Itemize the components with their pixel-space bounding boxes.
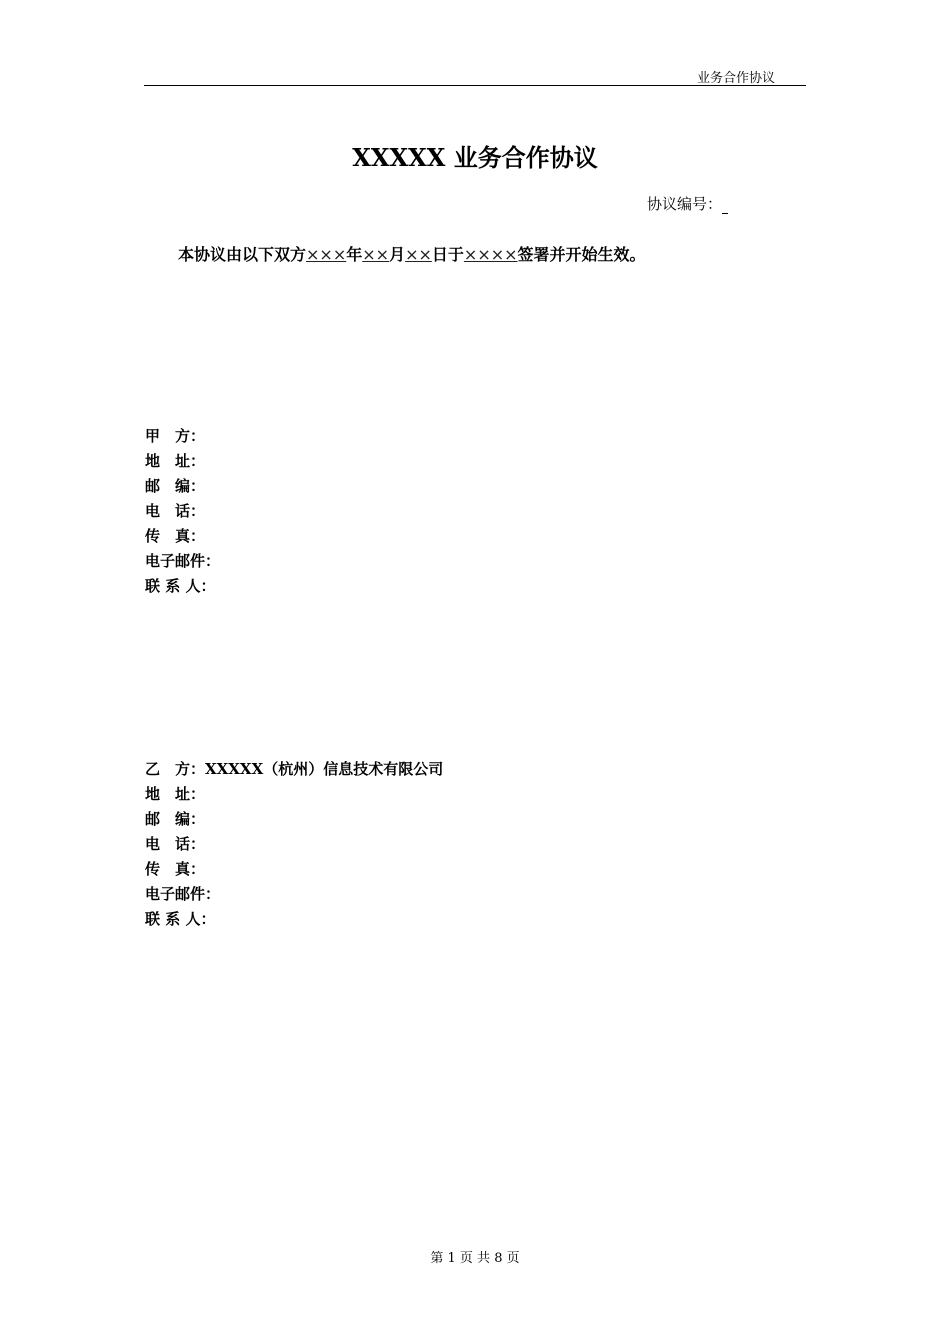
party-a-email-row (145, 549, 220, 574)
party-a-fax-label: 传 真： (145, 527, 206, 545)
party-b-contact-label: 联 系 人： (145, 910, 216, 928)
agreement-number (647, 193, 728, 214)
party-b-email-label: 电子邮件： (145, 885, 221, 903)
party-a-phone-label: 电 话： (145, 502, 206, 520)
party-b-email-row (145, 882, 443, 907)
day-placeholder: ×× (405, 245, 432, 264)
party-b-phone-label: 电 话： (145, 835, 206, 853)
party-a-postcode-row (145, 474, 220, 499)
month-placeholder: ×× (362, 245, 390, 264)
running-header: 业务合作协议 (697, 71, 776, 86)
party-b-phone-row (145, 832, 443, 857)
intro-prefix: 本协议由以下双方 (178, 245, 307, 264)
party-a-phone-row (145, 499, 220, 524)
party-b-postcode-row (145, 807, 443, 832)
party-a-address-row (145, 449, 220, 474)
header-rule (144, 85, 806, 86)
party-b-contact-row (145, 907, 443, 932)
intro-day: 日于 (431, 245, 464, 264)
agreement-number-blank[interactable] (722, 197, 728, 214)
party-a-postcode-label: 邮 编： (145, 477, 206, 495)
party-b-block (145, 757, 443, 932)
party-b-address-row (145, 782, 443, 807)
party-a-address-label: 地 址： (145, 452, 206, 470)
agreement-number-label: 协议编号： (647, 195, 723, 213)
party-a-name-label: 甲 方： (145, 427, 206, 445)
year-placeholder: ××× (306, 245, 347, 264)
party-b-name-value: XXXXX（杭州）信息技术有限公司 (205, 760, 444, 778)
intro-month: 月 (389, 245, 406, 264)
party-a-email-label: 电子邮件： (145, 552, 221, 570)
party-b-name-label: 乙 方： (145, 760, 206, 778)
place-placeholder: ×××× (463, 245, 518, 264)
party-a-name-row (145, 424, 220, 449)
party-a-contact-label: 联 系 人： (145, 577, 216, 595)
intro-paragraph (178, 242, 646, 265)
party-b-name-row (145, 757, 443, 782)
intro-year: 年 (346, 245, 363, 264)
party-a-block (145, 424, 220, 599)
page-footer: 第 1 页 共 8 页 (430, 1251, 520, 1266)
party-a-fax-row (145, 524, 220, 549)
party-b-fax-row (145, 857, 443, 882)
party-a-contact-row (145, 574, 220, 599)
document-title: XXXXX 业务合作协议 (352, 143, 598, 172)
party-b-fax-label: 传 真： (145, 860, 206, 878)
party-b-address-label: 地 址： (145, 785, 206, 803)
party-b-postcode-label: 邮 编： (145, 810, 206, 828)
intro-suffix: 签署并开始生效。 (517, 245, 646, 264)
